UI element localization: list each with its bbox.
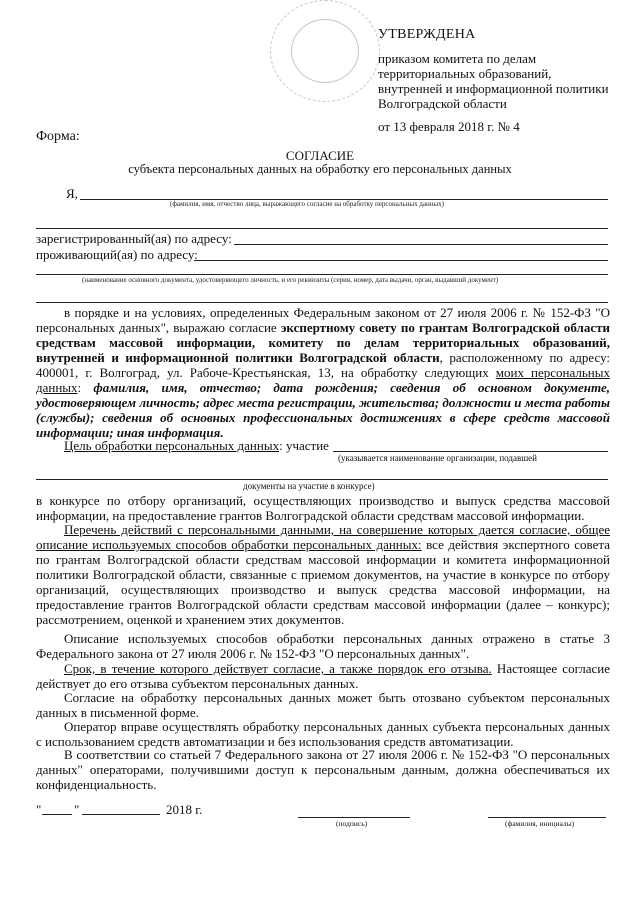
purpose-text: в конкурсе по отбору организаций, осуществляющих производство и выпуск средства массовой информации, на предоставление грантов Волгоградской области средствам массовой информации. xyxy=(36,493,610,523)
date-close-quote: " xyxy=(74,802,80,817)
purpose-line: Цель обработки персональных данных: участие xyxy=(64,438,329,453)
approval-title: УТВЕРЖДЕНА xyxy=(378,27,476,42)
document-hint: (наименование основного документа, удостоверяющего личность, и его реквизиты (серия, номер, дата выдачи, орган, выдавший документ) xyxy=(82,276,499,284)
organization-hint-1: (указывается наименование организации, подавшей xyxy=(338,453,537,463)
stamp-inner-ring xyxy=(291,19,359,83)
purpose-label: Цель обработки персональных данных xyxy=(64,438,280,453)
operator-paragraph: Оператор вправе осуществлять обработку персональных данных субъекта персональных данных с использованием средств автоматизации и без использования средств автоматизации. xyxy=(36,719,610,749)
term-paragraph: Срок, в течение которого действует согласие, а также порядок его отзыва. Настоящее согласие действует до его отзыва субъектом персональных данных. xyxy=(36,661,611,691)
fio-hint: (фамилия, имя, отчество лица, выражающего согласие на обработку персональных данных) xyxy=(170,200,445,208)
actions-paragraph: Перечень действий с персональными данными, на совершение которых дается согласие, общее описание используемых способов обработки персональных данных: все действия экспертного совета по грантам Волгоградской области средствам массовой информации и комитета информационной политики Волгоградской области, связанные с приемом документов, на участие в конкурсе по отбору организаций, осуществляющих производство и выпуск средства массовой информации, на предоставление грантов Волгоградской области средствам массовой информации (далее – конкурс); рассмотрением, оценкой и хранением этих документов. xyxy=(36,522,611,627)
consent-subtitle: субъекта персональных данных на обработку его персональных данных xyxy=(128,162,512,176)
living-label: проживающий(ая) по адресу: xyxy=(36,247,198,262)
signature-year: 2018 г. xyxy=(166,802,203,817)
name-hint: (фамилия, инициалы) xyxy=(505,819,575,828)
approval-date: от 13 февраля 2018 г. № 4 xyxy=(378,119,520,134)
article7-paragraph: В соответствии со статьей 7 Федерального закона от 27 июля 2006 г. № 152-ФЗ "О персональных данных" операторами, получившими доступ к персональным данным, должна обеспечиваться их конфиденциальность. xyxy=(36,747,610,792)
fio-continued-line[interactable] xyxy=(36,228,608,229)
signature-line[interactable] xyxy=(298,817,410,818)
i-label: Я, xyxy=(66,186,78,201)
organization-line[interactable] xyxy=(333,451,608,452)
document-continued-line[interactable] xyxy=(36,302,608,303)
approval-body: приказом комитета по делам территориальных образований, внутренней и информационной политики Волгоградской области xyxy=(378,51,609,111)
form-label: Форма: xyxy=(36,129,80,144)
consent-title: СОГЛАСИЕ xyxy=(285,148,355,163)
living-address-line[interactable] xyxy=(194,260,608,261)
name-line[interactable] xyxy=(488,817,606,818)
day-field-line[interactable] xyxy=(42,814,72,815)
consent-paragraph: в порядке и на условиях, определенных Федеральным законом от 27 июля 2006 г. № 152-ФЗ "О персональных данных", выражаю согласие экспертному совету по грантам Волгоградской области средствам массовой информации, комитету по делам территориальных образований, внутренней и информационной политики Волгоградской области, расположенному по адресу: 400001, г. Волгоград, ул. Рабоче-Крестьянская, 13, на обработку следующих моих персональных данных: фамилия, имя, отчество; дата рождения; сведения об основном документе, удостоверяющем личность; адрес места регистрации, жительства; должности и места работы (службы); сведения об основных профессиональных достижениях в сфере средств массовой информации; иная информация. xyxy=(36,305,611,440)
signature-hint: (подпись) xyxy=(336,819,368,828)
description-paragraph: Описание используемых способов обработки персональных данных отражено в статье 3 Федерального закона от 27 июля 2006 г. № 152-ФЗ "О персональных данных". xyxy=(36,631,610,661)
month-field-line[interactable] xyxy=(82,814,160,815)
date-open-quote: " xyxy=(36,802,42,817)
document-line[interactable] xyxy=(36,274,608,275)
registered-label: зарегистрированный(ая) по адресу: xyxy=(36,231,232,246)
organization-hint-2: документы на участие в конкурсе) xyxy=(243,481,375,491)
organization-continued-line[interactable] xyxy=(36,479,608,480)
registered-address-line[interactable] xyxy=(234,244,608,245)
revoke-paragraph: Согласие на обработку персональных данных может быть отозвано субъектом персональных данных в письменной форме. xyxy=(36,690,610,720)
official-stamp xyxy=(270,0,380,102)
